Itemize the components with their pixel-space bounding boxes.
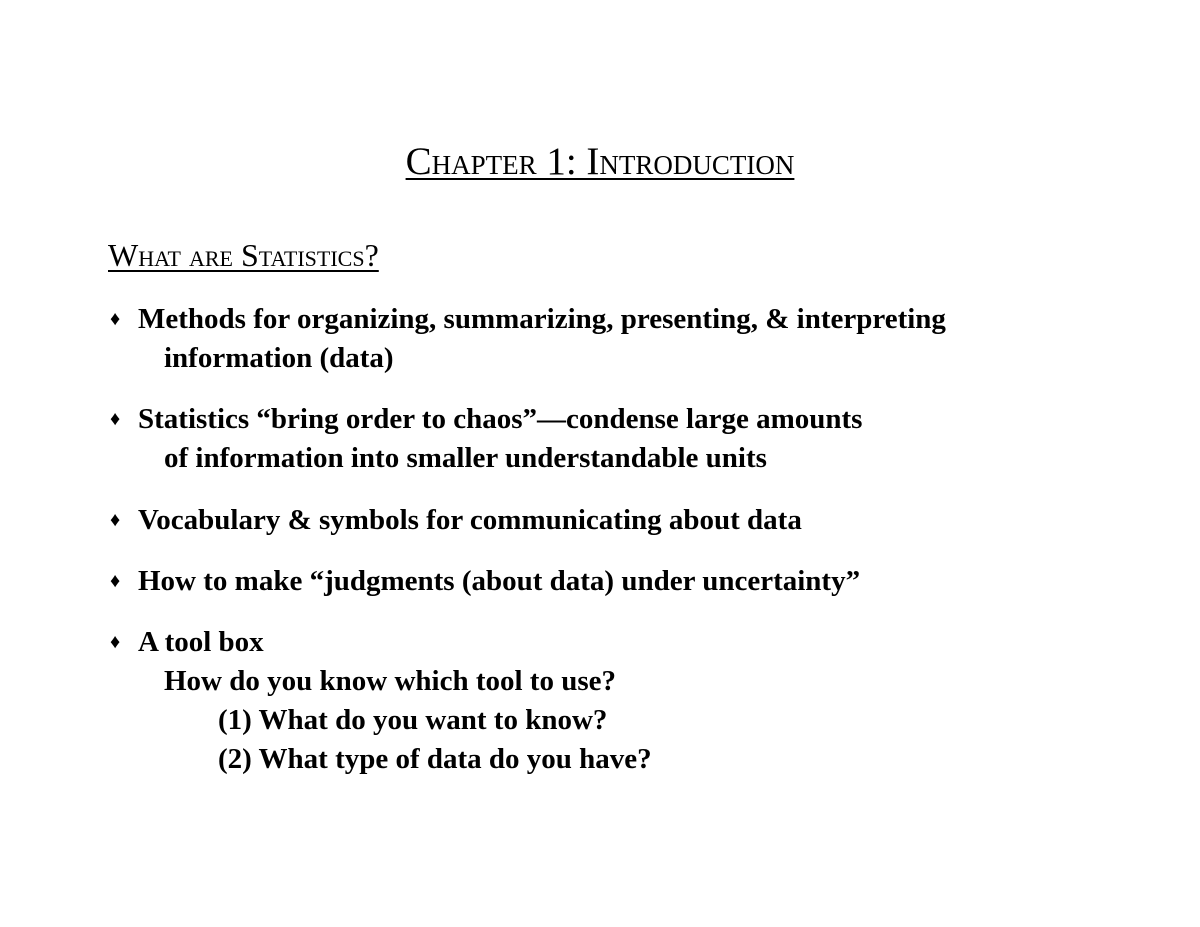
diamond-bullet-icon: ♦	[110, 408, 121, 430]
bullet-text: How to make “judgments (about data) under uncertainty”	[138, 565, 861, 597]
bullet-text: Methods for organizing, summarizing, presenting, & interpreting	[138, 303, 946, 335]
bullet-text: Vocabulary & symbols for communicating about data	[138, 504, 802, 536]
bullet-item-methods	[110, 300, 946, 378]
bullet-continuation: information (data)	[164, 342, 394, 374]
diamond-bullet-icon: ♦	[110, 509, 121, 531]
chapter-title	[0, 140, 1200, 184]
bullet-continuation: of information into smaller understandable units	[164, 442, 767, 474]
bullet-item-order	[110, 400, 862, 478]
section-heading-text: What are Statistics?	[108, 237, 379, 273]
bullet-line	[110, 400, 862, 439]
bullet-line	[110, 300, 946, 339]
sub-item: (1) What do you want to know?	[218, 704, 608, 736]
diamond-bullet-icon: ♦	[110, 631, 121, 653]
bullet-text: A tool box	[138, 626, 264, 658]
diamond-bullet-icon: ♦	[110, 570, 121, 592]
bullet-continuation: How do you know which tool to use?	[164, 665, 616, 697]
bullet-item-vocabulary	[110, 501, 802, 540]
bullet-item-judgments	[110, 562, 860, 601]
bullet-line	[110, 562, 860, 601]
sub-item: (2) What type of data do you have?	[218, 743, 652, 775]
bullet-text: Statistics “bring order to chaos”—condense large amounts	[138, 403, 863, 435]
diamond-bullet-icon: ♦	[110, 308, 121, 330]
bullet-item-toolbox	[110, 623, 652, 779]
section-heading	[108, 236, 379, 274]
bullet-line	[110, 501, 802, 540]
chapter-title-text: Chapter 1: Introduction	[405, 140, 795, 183]
bullet-line	[110, 623, 652, 662]
